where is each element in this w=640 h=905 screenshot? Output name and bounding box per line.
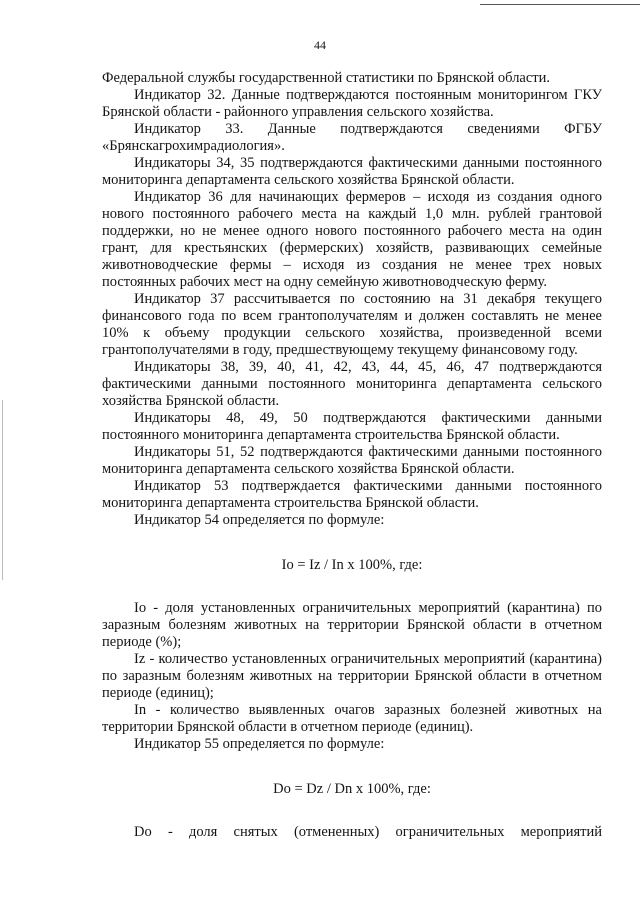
- top-rule: [480, 4, 640, 5]
- definition-io: Io - доля установленных ограничительных мероприятий (карантина) по заразным болезням животных на территории Брянской области в отчетном периоде (%);: [102, 600, 602, 650]
- paragraph-indicators-51-52: Индикаторы 51, 52 подтверждаются фактическими данными постоянного мониторинга департамента сельского хозяйства Брянской области.: [102, 444, 602, 477]
- paragraph-indicator-54-intro: Индикатор 54 определяется по формуле:: [134, 512, 385, 528]
- paragraph-indicator-33: Индикатор 33. Данные подтверждаются сведениями ФГБУ «Брянскагрохимрадиология».: [102, 121, 602, 154]
- paragraph-indicator-36: Индикатор 36 для начинающих фермеров – исходя из создания одного нового постоянного рабочего места на каждый 1,0 млн. рублей грантовой поддержки, но не менее одного нового постоянного рабочего места на один грант, для крестьянских (фермерских) хозяйств, развивающих семейные животноводческие фермы – исходя из создания не менее трех новых постоянных рабочих мест на одну семейную животноводческую ферму.: [102, 189, 602, 290]
- paragraph-indicators-48-50: Индикаторы 48, 49, 50 подтверждаются фактическими данными постоянного мониторинга департамента строительства Брянской области.: [102, 410, 602, 443]
- definition-do: Do - доля снятых (отмененных) ограничительных мероприятий: [134, 824, 602, 840]
- paragraph-indicator-37: Индикатор 37 рассчитывается по состоянию на 31 декабря текущего финансового года по всем грантополучателям и должен составлять не менее 10% к объему продукции сельского хозяйства, произведенной всеми грантополучателями в году, предшествующему текущему финансовому году.: [102, 291, 602, 358]
- paragraph-indicators-38-47: Индикаторы 38, 39, 40, 41, 42, 43, 44, 45, 46, 47 подтверждаются фактическими данными постоянного мониторинга департамента сельского хозяйства Брянской области.: [102, 359, 602, 409]
- paragraph-federal-statistics: Федеральной службы государственной статистики по Брянской области.: [102, 70, 551, 86]
- formula-do: Do = Dz / Dn x 100%, где:: [273, 781, 431, 797]
- paragraph-indicator-55-intro: Индикатор 55 определяется по формуле:: [134, 736, 385, 752]
- paragraph-indicator-32: Индикатор 32. Данные подтверждаются постоянным мониторингом ГКУ Брянской области - районного управления сельского хозяйства.: [102, 87, 602, 120]
- formula-io: Io = Iz / In x 100%, где:: [281, 557, 423, 573]
- definition-iz: Iz - количество установленных ограничительных мероприятий (карантина) по заразным болезням животных на территории Брянской области в отчетном периоде (единиц);: [102, 651, 602, 701]
- paragraph-indicators-34-35: Индикаторы 34, 35 подтверждаются фактическими данными постоянного мониторинга департамента сельского хозяйства Брянской области.: [102, 155, 602, 188]
- definition-in: In - количество выявленных очагов заразных болезней животных на территории Брянской области в отчетном периоде (единиц).: [102, 702, 602, 735]
- page-number: 44: [314, 38, 326, 52]
- scan-edge-line: [2, 400, 3, 580]
- paragraph-indicator-53: Индикатор 53 подтверждается фактическими данными постоянного мониторинга департамента строительства Брянской области.: [102, 478, 602, 511]
- document-body: [102, 70, 602, 841]
